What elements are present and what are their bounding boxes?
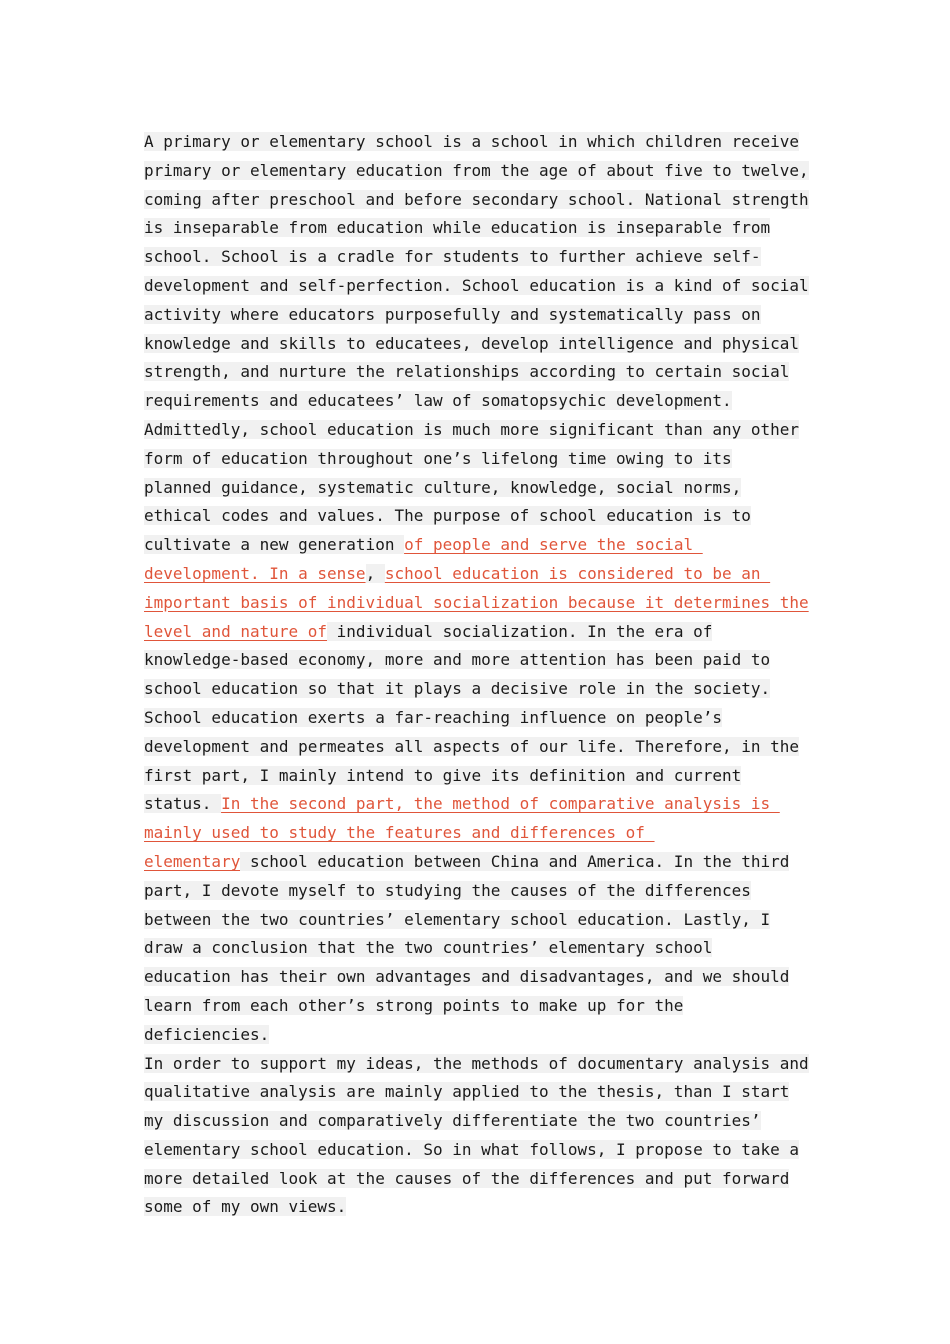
text-line: [144, 1107, 814, 1136]
highlighted-text: of people and serve the social: [404, 535, 703, 555]
text-line: [144, 1165, 814, 1194]
body-text: draw a conclusion that the two countries’ elementary school: [144, 938, 713, 958]
highlighted-text: important basis of individual socialization because it determines the: [144, 592, 809, 612]
text-line: [144, 445, 814, 474]
text-line: [144, 1136, 814, 1165]
text-line: [144, 906, 814, 935]
text-line: [144, 675, 814, 704]
text-line: [144, 214, 814, 243]
body-text: knowledge-based economy, more and more attention has been paid to: [144, 650, 771, 670]
body-text: A primary or elementary school is a school in which children receive: [144, 132, 800, 151]
body-text: coming after preschool and before secondary school. National strength: [144, 189, 809, 209]
text-line: [144, 934, 814, 963]
document-body: [144, 128, 814, 1222]
body-text: development and self-perfection. School education is a kind of social: [144, 275, 809, 295]
highlighted-text: development. In a sense: [144, 563, 366, 583]
body-text: deficiencies.: [144, 1024, 270, 1044]
text-line: [144, 531, 814, 560]
text-line: [144, 474, 814, 503]
body-text: school education between China and America. In the third: [240, 851, 790, 871]
text-line: [144, 992, 814, 1021]
text-line: [144, 560, 814, 589]
body-text: more detailed look at the causes of the differences and put forward: [144, 1168, 790, 1188]
text-line: [144, 1050, 814, 1079]
text-line: [144, 704, 814, 733]
body-text: first part, I mainly intend to give its definition and current: [144, 765, 742, 785]
highlighted-text: In the second part, the method of comparative analysis is: [221, 794, 780, 814]
body-text: elementary school education. So in what follows, I propose to take a: [144, 1139, 800, 1159]
text-line: [144, 646, 814, 675]
body-text: knowledge and skills to educatees, develop intelligence and physical: [144, 333, 800, 353]
body-text: Admittedly, school education is much more significant than any other: [144, 419, 800, 439]
body-text: part, I devote myself to studying the causes of the differences: [144, 880, 751, 900]
body-text: some of my own views.: [144, 1197, 347, 1217]
highlighted-text: elementary: [144, 851, 241, 871]
body-text: School education exerts a far-reaching influence on people’s: [144, 707, 722, 727]
body-text: ,: [365, 563, 385, 583]
body-text: qualitative analysis are mainly applied to the thesis, than I start: [144, 1082, 790, 1102]
text-line: [144, 502, 814, 531]
paragraph: [144, 1050, 814, 1223]
text-line: [144, 157, 814, 186]
body-text: is inseparable from education while education is inseparable from: [144, 218, 771, 238]
text-line: [144, 186, 814, 215]
body-text: education has their own advantages and disadvantages, and we should: [144, 967, 790, 987]
text-line: [144, 877, 814, 906]
body-text: planned guidance, systematic culture, knowledge, social norms,: [144, 477, 742, 497]
body-text: primary or elementary education from the age of about five to twelve,: [144, 160, 809, 180]
body-text: form of education throughout one’s lifelong time owing to its: [144, 448, 732, 468]
paragraph: [144, 128, 814, 1050]
text-line: [144, 848, 814, 877]
text-line: [144, 330, 814, 359]
text-line: [144, 1021, 814, 1050]
text-line: [144, 1078, 814, 1107]
body-text: activity where educators purposefully and systematically pass on: [144, 304, 761, 324]
text-line: [144, 358, 814, 387]
body-text: requirements and educatees’ law of somatopsychic development.: [144, 391, 732, 411]
body-text: ethical codes and values. The purpose of school education is to: [144, 506, 751, 526]
text-line: [144, 733, 814, 762]
body-text: status.: [144, 794, 222, 814]
body-text: development and permeates all aspects of our life. Therefore, in the: [144, 736, 800, 756]
text-line: [144, 819, 814, 848]
body-text: between the two countries’ elementary school education. Lastly, I: [144, 909, 771, 929]
highlighted-text: school education is considered to be an: [384, 563, 771, 583]
body-text: cultivate a new generation: [144, 535, 405, 555]
text-line: [144, 589, 814, 618]
text-line: [144, 301, 814, 330]
text-line: [144, 618, 814, 647]
highlighted-text: level and nature of: [144, 621, 328, 641]
text-line: [144, 762, 814, 791]
text-line: [144, 128, 814, 157]
text-line: [144, 416, 814, 445]
text-line: [144, 790, 814, 819]
text-line: [144, 272, 814, 301]
body-text: my discussion and comparatively differentiate the two countries’: [144, 1111, 761, 1131]
body-text: school. School is a cradle for students to further achieve self-: [144, 247, 761, 267]
highlighted-text: mainly used to study the features and differences of: [144, 823, 655, 843]
body-text: In order to support my ideas, the methods of documentary analysis and: [144, 1053, 809, 1073]
text-line: [144, 387, 814, 416]
body-text: school education so that it plays a decisive role in the society.: [144, 679, 771, 699]
text-line: [144, 243, 814, 272]
body-text: strength, and nurture the relationships according to certain social: [144, 362, 790, 382]
body-text: individual socialization. In the era of: [327, 621, 713, 641]
text-line: [144, 963, 814, 992]
text-line: [144, 1193, 814, 1222]
body-text: learn from each other’s strong points to make up for the: [144, 995, 684, 1015]
